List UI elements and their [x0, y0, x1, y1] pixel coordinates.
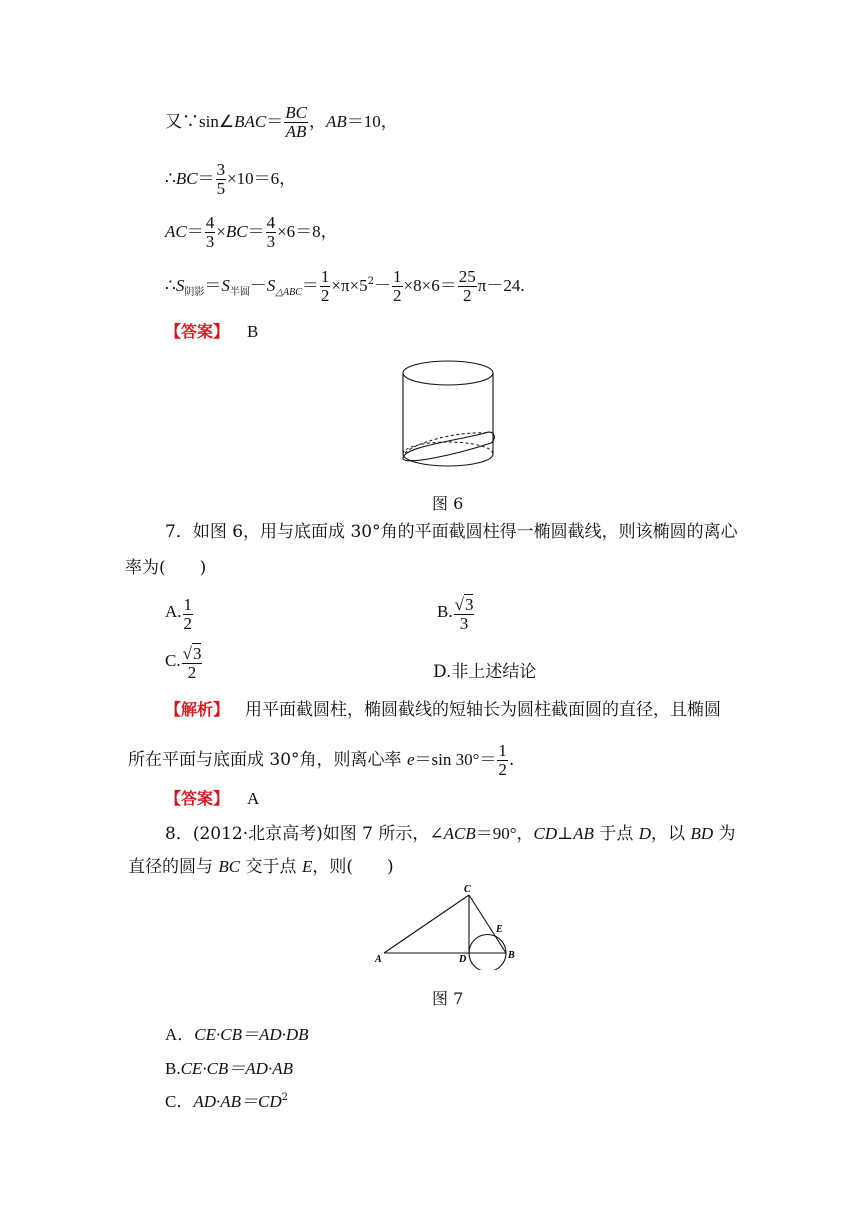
- cylinder-bottom-back: [403, 442, 493, 454]
- fraction-numerator: 25: [458, 267, 476, 286]
- equals: ＝: [204, 275, 222, 296]
- fraction-denominator: 2: [187, 662, 197, 682]
- figure-7-triangle: [370, 880, 530, 970]
- solution-line-1: [165, 104, 398, 141]
- figure-6-caption: 图 6: [432, 494, 464, 513]
- equals: ＝: [247, 221, 265, 242]
- option-expression: AD·AB＝CD: [193, 1092, 282, 1111]
- fraction-denominator: 2: [183, 613, 193, 633]
- fraction-denominator: AB: [285, 121, 307, 141]
- q8-text: ＝90°，: [475, 824, 534, 843]
- option-label: B.: [437, 601, 453, 621]
- var-e: e: [406, 749, 415, 769]
- analysis-text: 用平面截圆柱，椭圆截线的短轴长为圆柱截面圆的直径，且椭圆: [245, 700, 722, 720]
- fraction-numerator: BC: [285, 103, 307, 122]
- fraction-3-5: [216, 161, 227, 198]
- analysis-line-2: [128, 742, 514, 779]
- label-d: D: [459, 954, 467, 965]
- fraction-denominator: 3: [205, 231, 215, 251]
- equals: ＝: [186, 221, 204, 242]
- var-ab: AB: [325, 111, 347, 131]
- label-e: E: [496, 924, 503, 935]
- q8-text: 为: [713, 824, 736, 844]
- q8-option-c[interactable]: [165, 1087, 288, 1112]
- fraction-numerator: 3: [216, 160, 226, 179]
- answer-value: A: [247, 789, 260, 808]
- line4-tail: π－24.: [477, 275, 525, 295]
- answer-line-6: [165, 323, 258, 341]
- figure-7-caption: 图 7: [432, 989, 464, 1008]
- var-cd: CD: [533, 824, 558, 843]
- option-expression: CE·CB＝AD·DB: [194, 1025, 309, 1044]
- option-expression: CE·CB＝AD·AB: [180, 1059, 293, 1078]
- fraction-denominator: 2: [462, 285, 472, 305]
- fraction-1-2: [320, 268, 331, 305]
- var-d: D: [638, 824, 652, 843]
- cylinder-top: [403, 361, 493, 385]
- times: ×: [216, 221, 226, 241]
- cylinder-bottom-front: [403, 454, 493, 466]
- fraction-sqrt3-2: [182, 645, 203, 682]
- var-bc: BC: [175, 168, 198, 188]
- q8-text: 8．(2012·北京高考)如图 7 所示，∠: [165, 824, 444, 844]
- q8-option-b[interactable]: [165, 1054, 293, 1079]
- fraction-numerator: 1: [498, 741, 507, 760]
- q8-text: ，则( ): [312, 857, 394, 877]
- cutting-ellipse-back: [405, 433, 489, 453]
- option-label: A．: [165, 1025, 195, 1044]
- option-label: C．: [165, 1092, 194, 1111]
- comma: ，: [308, 111, 326, 132]
- subscript-triangle: △ABC: [275, 286, 302, 298]
- option-label: B.: [165, 1059, 181, 1078]
- area-s: S: [266, 275, 276, 295]
- area-s: S: [175, 275, 185, 295]
- fraction-1-2: [183, 596, 194, 633]
- analysis-text: 所在平面与底面成 30°角，则离心率: [128, 749, 407, 770]
- fraction-numerator: 1: [393, 267, 402, 286]
- q8-text: 直径的圆与: [128, 857, 219, 877]
- q8-text: 交于点: [240, 857, 302, 877]
- fraction-numerator: 4: [205, 213, 215, 232]
- therefore-text: ∴: [165, 168, 176, 189]
- option-label: C.: [165, 650, 181, 670]
- line3-tail: ×6＝8，: [277, 221, 338, 241]
- area-s: S: [221, 275, 230, 295]
- fraction-25-2: [458, 268, 477, 305]
- q7-option-b[interactable]: [437, 596, 475, 633]
- superscript: 2: [281, 1092, 289, 1103]
- var-bc: BC: [225, 221, 248, 241]
- sqrt-icon: √: [454, 595, 464, 614]
- equals: ＝: [301, 275, 319, 296]
- q8-line-1: [165, 825, 736, 843]
- q8-text: 于点: [593, 824, 639, 844]
- fraction-numerator: 4: [266, 213, 276, 232]
- analysis-label: 【解析】: [165, 700, 230, 719]
- answer-label: 【答案】: [165, 789, 230, 808]
- subscript-shaded: 阴影: [184, 286, 205, 298]
- line2-tail: ×10＝6，: [227, 168, 297, 188]
- fraction-denominator: 2: [320, 285, 330, 305]
- period: .: [508, 749, 515, 770]
- var-bc: BC: [218, 857, 241, 876]
- var-ab: AB: [573, 824, 594, 843]
- equals: ＝: [266, 111, 284, 132]
- answer-value: B: [247, 322, 259, 341]
- equals: ＝: [197, 168, 215, 189]
- minus: －: [249, 275, 267, 296]
- fraction-4-3: [205, 214, 216, 251]
- label-a: A: [375, 954, 382, 965]
- angle-bac: BAC: [234, 111, 267, 131]
- q7-line-1: 7．如图 6，用与底面成 30°角的平面截圆柱得一椭圆截线，则该椭圆的离心: [165, 522, 738, 542]
- perp-icon: ⊥: [557, 824, 574, 844]
- subscript-semicircle: 半圆: [229, 286, 250, 298]
- q7-option-d[interactable]: D.非上述结论: [433, 662, 537, 682]
- fraction-denominator: 3: [266, 231, 276, 251]
- figure-6-cylinder: [395, 355, 505, 480]
- angle-acb: ACB: [443, 824, 476, 843]
- minus: －: [374, 275, 392, 296]
- solution-line-2: [165, 161, 296, 198]
- segment-ac: [384, 895, 469, 953]
- superscript: 2: [367, 275, 375, 287]
- q8-option-a[interactable]: [165, 1020, 309, 1045]
- label-b: B: [508, 950, 515, 961]
- answer-label: 【答案】: [165, 322, 230, 341]
- fraction-sqrt3-3: [454, 596, 475, 633]
- fraction-numerator: 3: [192, 644, 202, 663]
- fraction-denominator: 2: [498, 759, 507, 779]
- analysis-eq: ＝sin 30°＝: [414, 749, 497, 769]
- line4-mid2: ×8×6＝: [403, 275, 457, 295]
- fraction-numerator: 1: [183, 595, 193, 614]
- solution-line-3: [165, 214, 338, 251]
- answer-line-7: [165, 790, 259, 808]
- q7-line-2: 率为( ): [125, 558, 207, 578]
- line1-tail: ＝10，: [346, 111, 398, 131]
- var-ac: AC: [165, 221, 187, 241]
- var-e: E: [301, 857, 313, 876]
- fraction-4-3-b: [266, 214, 277, 251]
- circle-bd: [469, 935, 506, 971]
- sqrt-icon: √: [182, 644, 192, 663]
- var-bd: BD: [690, 824, 714, 843]
- option-label: A.: [165, 601, 182, 621]
- q8-line-2: [128, 858, 394, 876]
- line4-mid1: ×π×5: [331, 275, 368, 295]
- fraction-denominator: 5: [216, 178, 226, 198]
- fraction-numerator: 3: [464, 595, 474, 614]
- label-c: C: [464, 884, 471, 895]
- solution-line-4: [165, 268, 525, 305]
- q7-option-a[interactable]: [165, 596, 194, 633]
- q7-option-c[interactable]: [165, 645, 203, 682]
- therefore-text: ∴: [165, 275, 176, 296]
- because-text: 又∵: [165, 111, 199, 132]
- fraction-bc-ab: [284, 104, 308, 141]
- q8-text: ，以: [651, 824, 691, 844]
- fraction-1-2-b: [392, 268, 403, 305]
- fraction-denominator: 3: [459, 613, 469, 633]
- sin-text: sin∠: [199, 111, 235, 131]
- fraction-numerator: 1: [320, 267, 330, 286]
- fraction-denominator: 2: [393, 285, 402, 305]
- fraction-1-2: [497, 742, 508, 779]
- analysis-line-1: [165, 702, 721, 719]
